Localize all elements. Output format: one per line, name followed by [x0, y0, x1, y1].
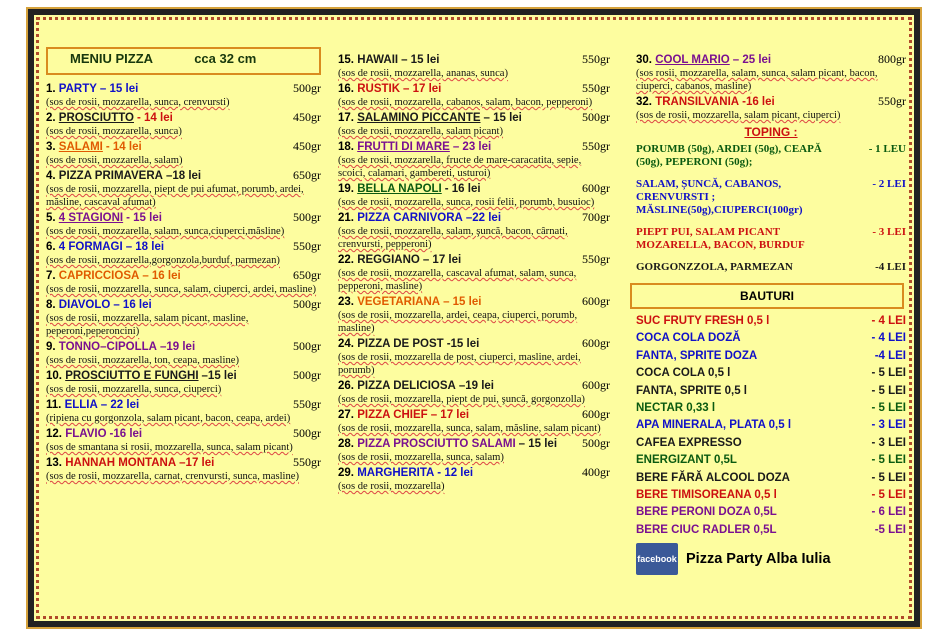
- menu-item: [338, 294, 610, 335]
- item-weight: 550gr: [293, 397, 321, 411]
- item-description: (sos de rosii, mozzarella, sunca, crenvursti): [46, 97, 230, 108]
- item-description: (sos de rosii, mozzarella, salam, şuncă, bacon, cârnati, crenvursti, pepperoni): [338, 226, 568, 250]
- item-number: 12.: [46, 428, 62, 440]
- menu-item-title-row: [338, 465, 610, 480]
- item-name: MARGHERITA: [357, 467, 435, 479]
- toping-price: -4 LEI: [875, 261, 906, 273]
- item-price: – 23 lei: [452, 141, 492, 153]
- item-number: 19.: [338, 183, 354, 195]
- item-description: (sos de rosii, mozzarella, piept de pui afumat, porumb, ardei, măsline, cascaval afumat): [46, 184, 304, 208]
- menu-item-title: [338, 438, 557, 450]
- menu-item-title: [338, 183, 481, 195]
- menu-header: [46, 47, 321, 75]
- item-number: 2.: [46, 112, 56, 124]
- item-weight: 500gr: [293, 297, 321, 311]
- item-number: 32.: [636, 96, 652, 108]
- menu-item-title-row: [338, 110, 610, 125]
- item-number: 21.: [338, 212, 354, 224]
- toping-title: TOPING :: [744, 125, 798, 139]
- item-name: PIZZA DE POST: [357, 338, 444, 350]
- item-price: – 15 lei: [483, 112, 522, 124]
- item-name: 4 STAGIONI: [58, 212, 124, 224]
- item-number: 16.: [338, 83, 354, 95]
- item-description: (sos de rosii, mozzarella): [338, 481, 445, 492]
- item-price: – 17 lei: [430, 409, 470, 421]
- item-price: – 16 lei: [142, 270, 181, 282]
- item-price: -16 lei: [109, 428, 143, 440]
- item-number: 5.: [46, 212, 56, 224]
- item-name: PARTY: [58, 83, 97, 95]
- menu-item-title: [46, 212, 162, 224]
- menu-item: [338, 336, 610, 377]
- item-name: BELLA NAPOLI: [357, 183, 442, 195]
- menu-item: [46, 239, 321, 267]
- item-name: TRANSILVANIA: [655, 96, 740, 108]
- item-number: 8.: [46, 299, 56, 311]
- column-1: [46, 47, 321, 484]
- menu-item-title-row: [338, 81, 610, 96]
- item-price: – 17 lei: [403, 83, 442, 95]
- menu-item-title-row: [338, 336, 610, 351]
- drink-row: [636, 452, 906, 469]
- item-weight: 500gr: [293, 339, 321, 353]
- item-price: –17 lei: [179, 457, 215, 469]
- item-name: REGGIANO: [357, 254, 420, 266]
- item-description: (sos de rosii, mozzarella, cabanos, salam, bacon, pepperoni): [338, 97, 593, 108]
- item-number: 30.: [636, 54, 652, 66]
- item-description: (sos de rosii, mozzarella, ardei, ceapa, ciuperci, porumb, masline): [338, 310, 578, 334]
- menu-item-title: [338, 254, 461, 266]
- item-price: – 15 lei: [99, 83, 139, 95]
- item-description: (sos de rosii, mozzarella, piept de pui, şuncă, gorgonzolla): [338, 394, 585, 405]
- item-price: –19 lei: [159, 341, 196, 353]
- drink-price: -5 LEI: [874, 523, 906, 536]
- drinks-list: [636, 313, 906, 539]
- item-description: (sos de rosii, mozzarella, salam picant): [338, 126, 504, 137]
- item-name: HANNAH MONTANA: [65, 457, 177, 469]
- menu-item: [46, 210, 321, 238]
- item-weight: 500gr: [293, 81, 321, 95]
- item-weight: 550gr: [293, 239, 321, 253]
- menu-item-title-row: [46, 139, 321, 154]
- item-description: (sos de rosii, mozzarella, sunca, salam, măsline, salam picant): [338, 423, 601, 434]
- item-weight: 700gr: [582, 210, 610, 224]
- menu-page: [28, 9, 920, 627]
- menu-item-title-row: [636, 94, 906, 109]
- item-weight: 500gr: [293, 210, 321, 224]
- menu-item: [338, 465, 610, 493]
- item-weight: 600gr: [582, 378, 610, 392]
- menu-item-title-row: [338, 52, 610, 67]
- menu-item-title: [46, 112, 173, 124]
- item-description: (ripiena cu gorgonzola, salam picant, bacon, ceapa, ardei): [46, 413, 291, 424]
- item-price: – 15 lei: [443, 296, 482, 308]
- item-number: 18.: [338, 141, 354, 153]
- item-number: 3.: [46, 141, 56, 153]
- toping-row: [636, 143, 906, 169]
- item-name: FLAVIO: [65, 428, 107, 440]
- menu-item: [338, 52, 610, 80]
- menu-item-title: [338, 296, 481, 308]
- item-number: 23.: [338, 296, 354, 308]
- drink-row: [636, 330, 906, 347]
- menu-item: [338, 110, 610, 138]
- menu-item-title-row: [338, 407, 610, 422]
- item-number: 1.: [46, 83, 56, 95]
- menu-item-title-row: [46, 297, 321, 312]
- toping-list: [636, 143, 906, 274]
- drink-row: [636, 504, 906, 521]
- item-description: (sos de rosii, mozzarella, sunca, salam): [338, 452, 504, 463]
- toping-row: [636, 226, 906, 252]
- menu-item-title-row: [338, 252, 610, 267]
- item-name: PROSCIUTTO: [58, 112, 134, 124]
- item-weight: 550gr: [582, 52, 610, 66]
- menu-item-title: [46, 370, 237, 382]
- drink-name: FANTA, SPRITE 0,5 l: [636, 384, 747, 397]
- menu-item-title-row: [46, 368, 321, 383]
- toping-text: GORGONZZOLA, PARMEZAN: [636, 261, 793, 273]
- toping-text: SALAM, ȘUNCĂ, CABANOS, CRENVURSTI ; MĂSLINE(50g),CIUPERCI(100gr): [636, 178, 803, 216]
- drink-price: - 5 LEI: [871, 367, 906, 380]
- menu-item: [46, 339, 321, 367]
- item-number: 22.: [338, 254, 354, 266]
- bauturi-header: BAUTURI: [630, 283, 904, 309]
- menu-item-title-row: [636, 52, 906, 67]
- item-name: HAWAII: [357, 54, 399, 66]
- item-number: 13.: [46, 457, 62, 469]
- drink-name: BERE CIUC RADLER 0,5L: [636, 523, 777, 536]
- drink-name: COCA COLA 0,5 l: [636, 367, 731, 380]
- drink-row: [636, 313, 906, 330]
- drink-name: FANTA, SPRITE DOZA: [636, 349, 758, 362]
- menu-item: [46, 455, 321, 483]
- toping-text: PORUMB (50g), ARDEI (50g), CEAPĂ (50g), PEPERONI (50g);: [636, 143, 822, 168]
- menu-item: [338, 181, 610, 209]
- pizza-list-2: [338, 52, 610, 493]
- item-weight: 500gr: [582, 110, 610, 124]
- item-name: CAPRICCIOSA: [58, 270, 140, 282]
- menu-item-title-row: [46, 239, 321, 254]
- item-name: SALAMINO PICCANTE: [357, 112, 481, 124]
- menu-item-title-row: [46, 81, 321, 96]
- item-number: 26.: [338, 380, 354, 392]
- menu-item: [46, 110, 321, 138]
- menu-item: [338, 407, 610, 435]
- menu-item-title-row: [338, 139, 610, 154]
- drink-row: [636, 435, 906, 452]
- item-name: PIZZA CHIEF: [357, 409, 428, 421]
- item-number: 29.: [338, 467, 354, 479]
- menu-item-title: [338, 54, 439, 66]
- item-name: VEGETARIANA: [357, 296, 441, 308]
- item-price: - 15 lei: [126, 212, 162, 224]
- drink-price: - 5 LEI: [871, 402, 906, 415]
- menu-item-title-row: [46, 397, 321, 412]
- item-price: – 25 lei: [732, 54, 772, 66]
- item-weight: 650gr: [293, 168, 321, 182]
- menu-item-title: [46, 170, 201, 182]
- column-3: [636, 52, 906, 575]
- item-price: – 22 lei: [100, 399, 140, 411]
- menu-item-title: [338, 112, 522, 124]
- drink-price: - 6 LEI: [871, 506, 906, 519]
- menu-item-title-row: [338, 378, 610, 393]
- item-description: (sos de rosii, mozzarella, carnat, crenvursti, sunca, masline): [46, 471, 299, 482]
- item-weight: 550gr: [582, 252, 610, 266]
- menu-item: [338, 378, 610, 406]
- item-description: (sos de rosii, mozzarella, sunca): [46, 126, 182, 137]
- menu-item-title-row: [46, 110, 321, 125]
- drink-name: CAFEA EXPRESSO: [636, 436, 742, 449]
- item-name: PIZZA PRIMAVERA: [58, 170, 163, 182]
- item-number: 17.: [338, 112, 354, 124]
- drink-price: - 5 LEI: [871, 471, 906, 484]
- item-weight: 650gr: [293, 268, 321, 282]
- drink-name: BERE TIMISOREANA 0,5 l: [636, 489, 777, 502]
- item-number: 15.: [338, 54, 354, 66]
- drink-row: [636, 365, 906, 382]
- drink-row: [636, 348, 906, 365]
- menu-item-title-row: [46, 339, 321, 354]
- item-number: 6.: [46, 241, 56, 253]
- item-description: (sos de rosii, mozzarella de post, ciuperci, masline, ardei, porumb): [338, 352, 581, 376]
- menu-item-title: [46, 399, 139, 411]
- menu-item: [338, 81, 610, 109]
- item-name: PIZZA PROSCIUTTO SALAMI: [357, 438, 516, 450]
- item-weight: 800gr: [878, 52, 906, 66]
- item-weight: 500gr: [293, 426, 321, 440]
- item-number: 9.: [46, 341, 56, 353]
- item-price: – 16 lei: [113, 299, 152, 311]
- menu-item: [636, 94, 906, 122]
- item-weight: 600gr: [582, 407, 610, 421]
- toping-row: [636, 178, 906, 217]
- menu-item: [338, 139, 610, 180]
- drink-price: - 5 LEI: [871, 384, 906, 397]
- item-description: (sos de smantana si rosii, mozzarella, sunca, salam picant): [46, 442, 293, 453]
- drink-row: [636, 383, 906, 400]
- item-description: (sos de rosii, mozzarella, cascaval afumat, salam, sunca, pepperoni, masline): [338, 268, 577, 292]
- item-weight: 500gr: [293, 368, 321, 382]
- drink-price: - 4 LEI: [871, 315, 906, 327]
- drink-name: BERE FĂRĂ ALCOOL DOZA: [636, 471, 790, 484]
- item-weight: 550gr: [582, 139, 610, 153]
- item-price: – 17 lei: [422, 254, 462, 266]
- menu-title: MENIU PIZZA: [70, 51, 153, 66]
- item-number: 10.: [46, 370, 62, 382]
- menu-item: [338, 252, 610, 293]
- item-number: 4.: [46, 170, 56, 182]
- menu-item: [46, 297, 321, 338]
- item-weight: 450gr: [293, 110, 321, 124]
- drink-price: - 5 LEI: [871, 489, 906, 502]
- item-price: –18 lei: [165, 170, 202, 182]
- toping-price: - 2 LEI: [872, 178, 906, 190]
- item-number: 28.: [338, 438, 354, 450]
- item-name: RUSTIK: [357, 83, 401, 95]
- item-price: – 15 lei: [518, 438, 558, 450]
- menu-item-title: [338, 83, 441, 95]
- drink-name: COCA COLA DOZĂ: [636, 332, 741, 345]
- drink-name: ENERGIZANT 0,5L: [636, 454, 737, 467]
- menu-item-title: [46, 83, 138, 95]
- item-name: 4 FORMAGI: [58, 241, 123, 253]
- item-description: (sos de rosii, mozzarella, fructe de mare-caracatita, sepie, scoici, calamari, gambereti, usturoi): [338, 155, 582, 179]
- facebook-icon[interactable]: facebook: [636, 543, 678, 575]
- item-price: -16 lei: [742, 96, 775, 108]
- menu-item-title-row: [46, 168, 321, 183]
- menu-item: [46, 368, 321, 396]
- item-number: 7.: [46, 270, 56, 282]
- item-weight: 600gr: [582, 181, 610, 195]
- item-weight: 550gr: [293, 455, 321, 469]
- drink-row: [636, 522, 906, 539]
- menu-item-title-row: [46, 268, 321, 283]
- drink-name: BERE PERONI DOZA 0,5L: [636, 506, 777, 519]
- menu-item-title-row: [338, 294, 610, 309]
- item-price: –22 lei: [465, 212, 502, 224]
- menu-item-title-row: [46, 455, 321, 470]
- item-price: - 16 lei: [444, 183, 481, 195]
- item-price: – 18 lei: [125, 241, 165, 253]
- menu-item-title: [338, 467, 473, 479]
- item-name: TONNO–CIPOLLA: [58, 341, 157, 353]
- menu-item-title-row: [338, 210, 610, 225]
- item-weight: 500gr: [582, 436, 610, 450]
- menu-item-title: [338, 409, 469, 421]
- item-weight: 600gr: [582, 294, 610, 308]
- menu-item: [46, 426, 321, 454]
- item-description: (sos de rosii, mozzarella, sunca, ciuperci): [46, 384, 222, 395]
- toping-price: - 3 LEI: [872, 226, 906, 238]
- menu-item: [636, 52, 906, 93]
- item-name: PIZZA DELICIOSA: [357, 380, 456, 392]
- item-weight: 400gr: [582, 465, 610, 479]
- menu-item-title: [338, 141, 491, 153]
- drink-row: [636, 487, 906, 504]
- item-description: (sos de rosii, mozzarella, salam): [46, 155, 183, 166]
- item-description: (sos de rosii, mozzarella, salam picant, ciuperci): [636, 110, 841, 121]
- toping-row: [636, 261, 906, 274]
- drink-price: - 3 LEI: [871, 419, 906, 432]
- drink-price: - 3 LEI: [871, 436, 906, 449]
- menu-item: [46, 397, 321, 425]
- menu-item: [338, 210, 610, 251]
- pizza-size: cca 32 cm: [194, 51, 257, 66]
- drink-name: SUC FRUTY FRESH 0,5 l: [636, 315, 770, 327]
- drink-row: [636, 417, 906, 434]
- item-description: (sos de rosii, mozzarella, salam, sunca,ciuperci,măsline): [46, 226, 285, 237]
- drink-price: -4 LEI: [874, 349, 906, 362]
- item-price: - 14 lei: [136, 112, 173, 124]
- menu-item-title-row: [46, 210, 321, 225]
- item-description: (sos rosii, mozzarella, salam, sunca, salam picant, bacon, ciuperci, cabanos, masline): [636, 68, 878, 92]
- menu-item-title: [46, 428, 142, 440]
- item-number: 27.: [338, 409, 354, 421]
- item-description: (sos de rosii, mozzarella, ananas, sunca): [338, 68, 509, 79]
- item-name: COOL MARIO: [655, 54, 730, 66]
- item-description: (sos de rosii, mozzarella, ton, ceapa, masline): [46, 355, 239, 366]
- menu-item-title: [46, 270, 181, 282]
- item-name: SALAMI: [58, 141, 103, 153]
- column-2: [338, 52, 610, 494]
- item-number: 11.: [46, 399, 62, 411]
- menu-item-title-row: [46, 426, 321, 441]
- menu-item-title-row: [338, 181, 610, 196]
- item-description: (sos de rosii, mozzarella,gorgonzola,burduf, parmezan): [46, 255, 280, 266]
- menu-item-title: [338, 380, 494, 392]
- item-price: –19 lei: [458, 380, 494, 392]
- item-price: – 15 lei: [401, 54, 440, 66]
- footer: [636, 543, 906, 575]
- menu-item: [46, 268, 321, 296]
- drink-row: [636, 400, 906, 417]
- drink-row: [636, 470, 906, 487]
- drink-name: APA MINERALA, PLATA 0,5 l: [636, 419, 792, 432]
- menu-item: [338, 436, 610, 464]
- toping-text: PIEPT PUI, SALAM PICANT MOZARELLA, BACON, BURDUF: [636, 226, 805, 251]
- menu-item-title: [338, 338, 479, 350]
- menu-item-title: [636, 96, 775, 108]
- menu-item-title: [338, 212, 501, 224]
- item-name: PIZZA CARNIVORA: [357, 212, 463, 224]
- menu-item: [46, 168, 321, 209]
- pizza-list-3: [636, 52, 906, 122]
- pizza-list-1: [46, 81, 321, 483]
- drink-price: - 4 LEI: [871, 332, 906, 345]
- menu-item-title: [46, 299, 152, 311]
- item-weight: 600gr: [582, 336, 610, 350]
- item-name: DIAVOLO: [58, 299, 111, 311]
- menu-item: [46, 81, 321, 109]
- menu-item-title-row: [338, 436, 610, 451]
- item-description: (sos de rosii, mozzarella, sunca, rosii felii, porumb, busuioc): [338, 197, 595, 208]
- menu-item-title: [46, 141, 142, 153]
- item-price: - 12 lei: [437, 467, 474, 479]
- item-weight: 550gr: [878, 94, 906, 108]
- restaurant-name: Pizza Party Alba Iulia: [686, 551, 831, 568]
- menu-item-title: [636, 54, 771, 66]
- menu-item: [46, 139, 321, 167]
- item-description: (sos de rosii, mozzarella, salam picant, masline, peperoni,peperoncini): [46, 313, 249, 337]
- item-weight: 550gr: [582, 81, 610, 95]
- item-description: (sos de rosii, mozzarella, sunca, salam, ciuperci, ardei, masline): [46, 284, 317, 295]
- item-weight: 450gr: [293, 139, 321, 153]
- drink-name: NECTAR 0,33 l: [636, 402, 716, 415]
- item-name: FRUTTI DI MARE: [357, 141, 450, 153]
- item-price: –15 lei: [201, 370, 237, 382]
- menu-item-title: [46, 241, 164, 253]
- item-name: PROSCIUTTO E FUNGHI: [65, 370, 199, 382]
- menu-item-title: [46, 457, 214, 469]
- item-price: -15 lei: [446, 338, 480, 350]
- item-price: - 14 lei: [105, 141, 142, 153]
- toping-price: - 1 LEU: [868, 143, 906, 155]
- item-name: ELLIA: [64, 399, 98, 411]
- drink-price: - 5 LEI: [871, 454, 906, 467]
- menu-item-title: [46, 341, 195, 353]
- item-number: 24.: [338, 338, 354, 350]
